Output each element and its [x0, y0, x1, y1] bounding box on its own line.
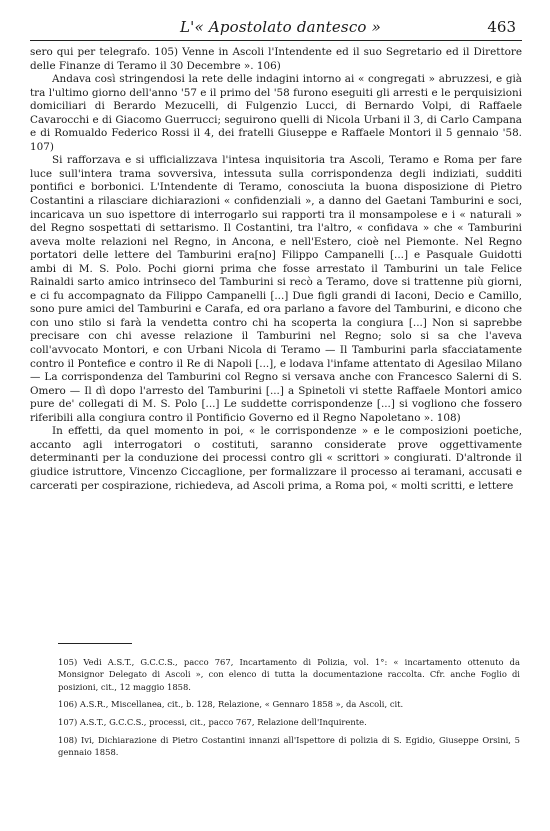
header-rule [30, 40, 522, 41]
paragraph-2: Andava così stringendosi la rete delle indagini intorno ai « congregati » abruzzesi, e già tra l'ultimo giorno dell'anno '57 e il primo del '58 furono eseguiti gli arresti e le perquisizioni domiciliari di Berardo Mezucelli, di Fulgenzio Lucci, di Bernardo Volpi, di Raffaele Cavarocchi e di Giacomo Guerrucci; seguirono quelli di Nicola Urbani il 3, di Carlo Campana e di Romualdo Federico Rossi il 4, dei fratelli Giuseppe e Raffaele Montori il 5 gennaio '58. 107) [30, 73, 522, 153]
paragraph-4: In effetti, da quel momento in poi, « le corrispondenze » e le composizioni poetiche, accanto agli interrogatori o costituti, saranno considerate prove oggettivamente determinanti per la conduzione dei processi contro gli « scrittori » congiurati. D'altronde il giudice istruttore, Vincenzo Ciccaglione, per formalizzare il processo ai teramani, accusati e carcerati per cospirazione, richiedeva, ad Ascoli prima, a Roma poi, « molti scritti, e lettere [30, 425, 522, 492]
paragraph-3: Si rafforzava e si ufficializzava l'intesa inquisitoria tra Ascoli, Teramo e Roma per fare luce sull'intera trama sovversiva, intessuta sulla corrispondenza degli indiziati, sudditi pontifici e borbonici. L'Intendente di Teramo, conosciuta la buona disposizione di Pietro Costantini a rilasciare dichiarazioni « confidenziali », a danno del Gaetani Tamburini e soci, incaricava un suo ispettore di interrogarlo sui rapporti tra il monsampolese e i « naturali » del Regno sospettati di settarismo. Il Costantini, tra l'altro, « confidava » che « Tamburini aveva molte relazioni nel Regno, in Ancona, e nell'Estero, cioè nel Piemonte. Nel Regno portatori delle lettere del Tamburini era[no] Filippo Campanelli [...] e Pasquale Guidotti ambi di M. S. Polo. Pochi giorni prima che fosse arrestato il Tamburini un tale Felice Rainaldi sarto amico intrinseco del Tamburini si recò a Teramo, dove si trattenne più giorni, e ci fu accompagnato da Filippo Campanelli [...] Due figli grandi di Iaconi, Decio e Camillo, sono pure amici del Tamburini e Carafa, ed ora parlano a favore del Tamburini, e dicono che con uno stilo si farà la vendetta contro chi ha scoperta la congiura [...] Non si saprebbe precisare con chi avesse relazione il Tamburini nel Regno; solo si sa che l'aveva coll'avvocato Montori, e con Urbani Nicola di Teramo — Il Tamburini parla sfacciatamente contro il Pontefice e contro il Re di Napoli [...], e lodava l'infame attentato di Agesilao Milano — La corrispondenza del Tamburini col Regno si versava anche con Francesco Salerni di S. Omero — Il dì dopo l'arresto del Tamburini [...] a Spinetoli vi stette Raffaele Montori amico pure de' collegati di M. S. Polo [...] Le suddette corrispondenze [...] si vogliono che fossero riferibili alla congiura contro il Pontificio Governo ed il Regno Napoletano ». 108) [30, 154, 522, 424]
page-number: 463 [487, 18, 516, 36]
paragraph-1: sero qui per telegrafo. 105) Venne in Ascoli l'Intendente ed il suo Segretario ed il Direttore delle Finanze di Teramo il 30 Decembre ». 106) [30, 46, 522, 72]
main-text [30, 46, 522, 493]
footnote-107: 107) A.S.T., G.C.C.S., processi, cit., pacco 767, Relazione dell'Inquirente. [58, 717, 367, 728]
footnote-106: 106) A.S.R., Miscellanea, cit., b. 128, Relazione, « Gennaro 1858 », da Ascoli, cit. [58, 699, 404, 710]
running-title: L'« Apostolato dantesco » [180, 18, 382, 36]
footnote-108: 108) Ivi, Dichiarazione di Pietro Costantini innanzi all'Ispettore di polizia di S. Egidio, Giuseppe Orsini, 5 gennaio 1858. [58, 734, 520, 758]
footnote-rule [58, 643, 132, 644]
page-header [30, 18, 522, 38]
footnote-105: 105) Vedi A.S.T., G.C.C.S., pacco 767, Incartamento di Polizia, vol. 1°: « incartamento ottenuto da Monsignor Delegato di Ascoli », con elenco di tutta la documentazione raccolta. Cfr. anche Foglio di posizioni, cit., 12 maggio 1858. [58, 657, 520, 692]
footnotes [58, 656, 520, 764]
